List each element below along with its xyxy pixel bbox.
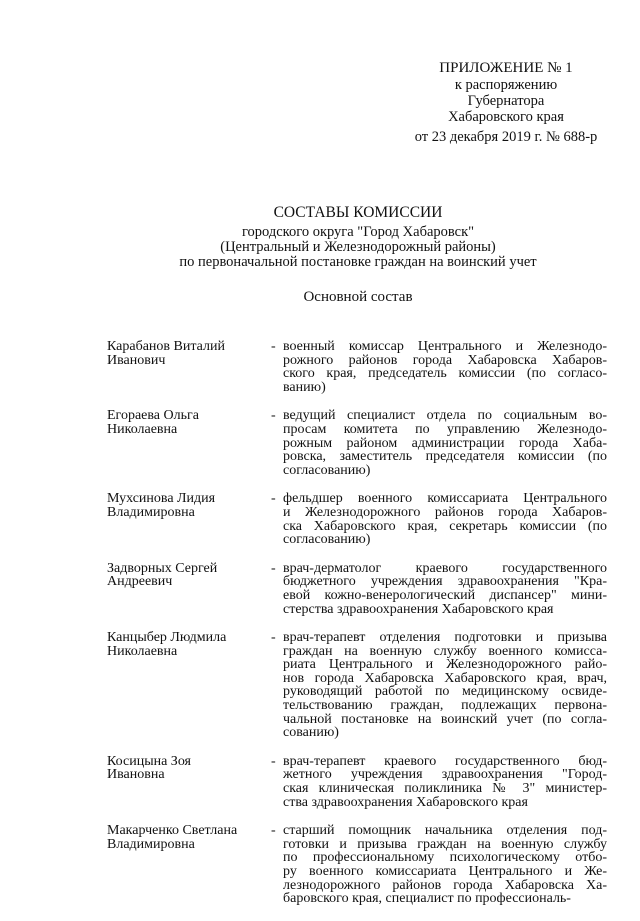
member-name-line: Андреевич [107, 574, 173, 590]
member-name-line: Карабанов Виталий [107, 339, 225, 354]
member-name-line: Мухсинова Лидия [107, 491, 216, 507]
member-name-line: Задворных Сергей [107, 560, 218, 576]
member-role [283, 492, 607, 546]
member-role-line: и Железнодорожного районов города Хабаров- [283, 504, 607, 520]
section-title: Основной состав [303, 289, 413, 305]
member-row [107, 492, 607, 546]
member-role-line: риата Центрального и Железнодорожного райо- [283, 657, 607, 673]
member-name-line: Егораева Ольга [107, 408, 199, 424]
member-dash: - [271, 408, 276, 424]
member-row [107, 755, 607, 809]
member-name [107, 340, 271, 394]
member-role-line: готовки и призыва граждан на военную службу [283, 836, 607, 852]
member-role-line: по профессиональному психологическому отбо- [283, 850, 607, 866]
heading-line-1: городского округа "Город Хабаровск" [241, 224, 475, 240]
member-role-line: врач-дерматолог краевого государственного [283, 560, 607, 576]
member-role-line: врач-терапевт отделения подготовки и призыва [283, 630, 607, 646]
member-role-line: рожного районов города Хабаровска Хабаров- [283, 352, 607, 368]
member-role [283, 824, 607, 906]
member-role-line: военный комиссар Центрального и Железнодо- [283, 339, 607, 354]
member-name-line: Макарченко Светлана [107, 823, 238, 839]
document-heading [100, 205, 616, 305]
member-dash: - [271, 491, 276, 507]
member-role-line: согласованию) [283, 462, 371, 478]
member-role-line: бюджетного учреждения здравоохранения "Кра- [283, 574, 607, 590]
member-role-line: ска Хабаровского края, секретарь комиссии (по [283, 518, 607, 534]
member-role-line: евой кожно-венерологический диспансер" мини- [283, 587, 607, 603]
member-name-line: Николаевна [107, 643, 178, 659]
appendix-title: ПРИЛОЖЕНИЕ № 1 [439, 60, 573, 76]
member-role-line: руководящий работой по медицинскому освиде- [283, 684, 607, 700]
member-role-line: чальной постановке на воинский учет (по согла- [283, 711, 607, 727]
member-role-line: рожным районом администрации города Хаба- [283, 435, 607, 451]
member-role-line: просам комитета по управлению Железнодо- [283, 421, 607, 437]
member-role-line: ровска, заместитель председателя комиссии (по [283, 449, 607, 465]
member-role-line: сованию) [283, 725, 339, 741]
appendix-date: от 23 декабря 2019 г. № 688-р [414, 129, 598, 145]
member-role-line: граждан на военную службу военного комисса- [283, 643, 607, 659]
member-role-line: жетного учреждения здравоохранения "Город- [283, 767, 607, 783]
member-role [283, 755, 607, 809]
member-row [107, 409, 607, 477]
heading-line-2: (Центральный и Железнодорожный районы) [220, 239, 496, 255]
member-role-line: врач-терапевт краевого государственного бюд- [283, 753, 607, 769]
member-role [283, 409, 607, 477]
member-dash: - [271, 753, 276, 769]
member-name-line: Владимировна [107, 504, 195, 520]
members-list [107, 340, 607, 921]
member-role-line: баровского края, специалист по профессиональ- [283, 891, 571, 907]
member-role-line: лезнодорожного районов города Хабаровска Ха- [283, 877, 607, 893]
member-role-line: ванию) [283, 379, 326, 395]
member-role-line: ства здравоохранения Хабаровского края [283, 794, 528, 810]
member-role [283, 562, 607, 616]
heading-line-3: по первоначальной постановке граждан на воинский учет [179, 254, 537, 270]
document-title: СОСТАВЫ КОМИССИИ [273, 204, 443, 221]
appendix-line-2: Губернатора [467, 93, 545, 109]
member-dash: - [271, 630, 276, 646]
member-name [107, 562, 271, 616]
member-role-line: старший помощник начальника отделения под- [283, 823, 607, 839]
member-dash: - [271, 823, 276, 839]
appendix-block [386, 60, 626, 145]
member-role-line: ведущий специалист отдела по социальным во- [283, 408, 607, 424]
member-role-line: стерства здравоохранения Хабаровского края [283, 601, 554, 617]
member-name-line: Николаевна [107, 421, 178, 437]
member-row [107, 562, 607, 616]
member-role-line: ского края, председатель комиссии (по согласо- [283, 366, 607, 382]
member-name-line: Иванович [107, 352, 166, 368]
member-role-line: ская клиническая поликлиника № 3" министер- [283, 781, 607, 797]
member-name [107, 492, 271, 546]
member-role-line: ру военного комиссариата Центрального и Же- [283, 864, 607, 879]
member-role-line: нов города Хабаровска Хабаровского края, врач, [283, 670, 607, 686]
member-role [283, 631, 607, 740]
member-name-line: Владимировна [107, 836, 195, 852]
member-row [107, 824, 607, 906]
member-role-line: согласованию) [283, 532, 371, 548]
member-name [107, 631, 271, 740]
member-name-line: Косицына Зоя [107, 753, 191, 769]
member-dash: - [271, 560, 276, 576]
member-dash: - [271, 339, 276, 354]
member-name [107, 755, 271, 809]
member-name [107, 409, 271, 477]
member-row [107, 340, 607, 394]
member-name [107, 824, 271, 906]
member-name-line: Ивановна [107, 767, 165, 783]
member-row [107, 631, 607, 740]
appendix-line-1: к распоряжению [454, 77, 558, 93]
appendix-line-3: Хабаровского края [448, 109, 564, 125]
member-role [283, 340, 607, 394]
member-name-line: Канцыбер Людмила [107, 630, 227, 646]
member-role-line: тельствованию граждан, подлежащих первона- [283, 698, 607, 714]
member-role-line: фельдшер военного комиссариата Центрального [283, 491, 607, 507]
